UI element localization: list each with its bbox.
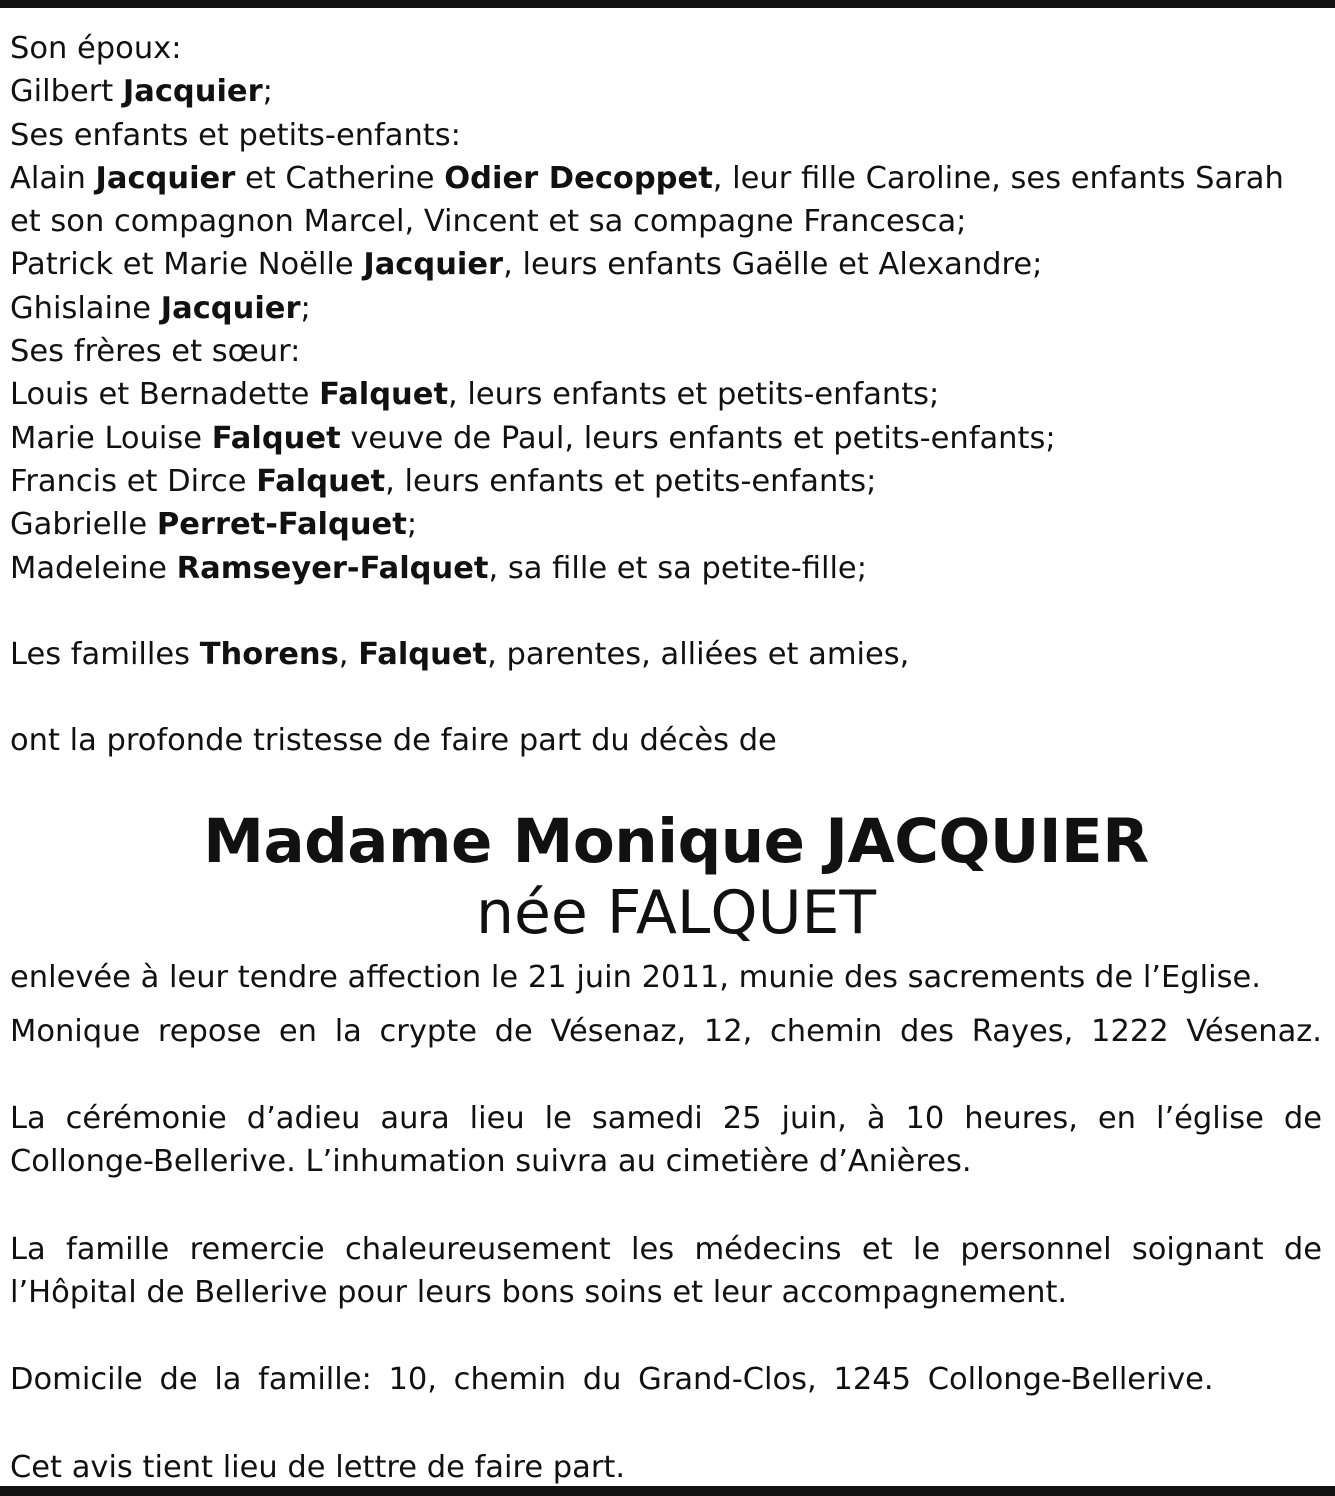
sibling-line: Gabrielle Perret-Falquet; — [10, 507, 418, 543]
spacer — [10, 1402, 1322, 1446]
child-line: Ghislaine Jacquier; — [10, 290, 311, 326]
families-line: Les familles Thorens, Falquet, parentes, alliées et amies, — [10, 636, 910, 672]
bottom-rule — [0, 1486, 1335, 1496]
spacer — [10, 1184, 1322, 1228]
spacer — [10, 590, 1322, 633]
siblings-heading: Ses frères et sœur: — [10, 334, 301, 370]
top-rule — [0, 0, 1335, 8]
deceased-name: Madame Monique JACQUIER — [203, 806, 1149, 878]
resting-place: Monique repose en la crypte de Vésenaz, 12, chemin des Rayes, 1222 Vésenaz. — [10, 1013, 1322, 1049]
sibling-line: Louis et Bernadette Falquet, leurs enfants et petits-enfants; — [10, 377, 940, 413]
spouse-line: Gilbert Jacquier; — [10, 74, 273, 110]
child-line: Alain Jacquier et Catherine Odier Decoppet, leur fille Caroline, ses enfants Sarah — [10, 160, 1284, 196]
spouse-heading: Son époux: — [10, 31, 182, 66]
ceremony-details: La cérémonie d’adieu aura lieu le samedi 25 juin, à 10 heures, en l’église de Collonge-Bellerive. L’inhumation suivra au cimetière d’Anières. — [10, 1101, 1322, 1180]
death-notice — [10, 27, 1322, 1489]
children-heading: Ses enfants et petits-enfants: — [10, 117, 461, 153]
maiden-name: née FALQUET — [475, 878, 877, 949]
deceased-block — [10, 806, 1322, 948]
spacer — [10, 1053, 1322, 1097]
death-details: enlevée à leur tendre affection le 21 juin 2011, munie des sacrements de l’Eglise. — [10, 960, 1261, 996]
child-line-continued: et son compagnon Marcel, Vincent et sa compagne Francesca; — [10, 204, 967, 240]
spacer — [10, 1314, 1322, 1358]
sibling-line: Madeleine Ramseyer-Falquet, sa fille et sa petite-fille; — [10, 550, 867, 586]
family-domicile: Domicile de la famille: 10, chemin du Grand-Clos, 1245 Collonge-Bellerive. — [10, 1362, 1214, 1398]
sibling-line: Francis et Dirce Falquet, leurs enfants et petits-enfants; — [10, 463, 877, 499]
spacer — [10, 676, 1322, 719]
child-line: Patrick et Marie Noëlle Jacquier, leurs enfants Gaëlle et Alexandre; — [10, 247, 1043, 283]
announcement: ont la profonde tristesse de faire part du décès de — [10, 723, 777, 759]
thanks-paragraph: La famille remercie chaleureusement les médecins et le personnel soignant de l’Hôpital de Bellerive pour leurs bons soins et leur accompagnement. — [10, 1231, 1322, 1310]
closing-note: Cet avis tient lieu de lettre de faire part. — [10, 1449, 626, 1485]
sibling-line: Marie Louise Falquet veuve de Paul, leurs enfants et petits-enfants; — [10, 420, 1056, 456]
